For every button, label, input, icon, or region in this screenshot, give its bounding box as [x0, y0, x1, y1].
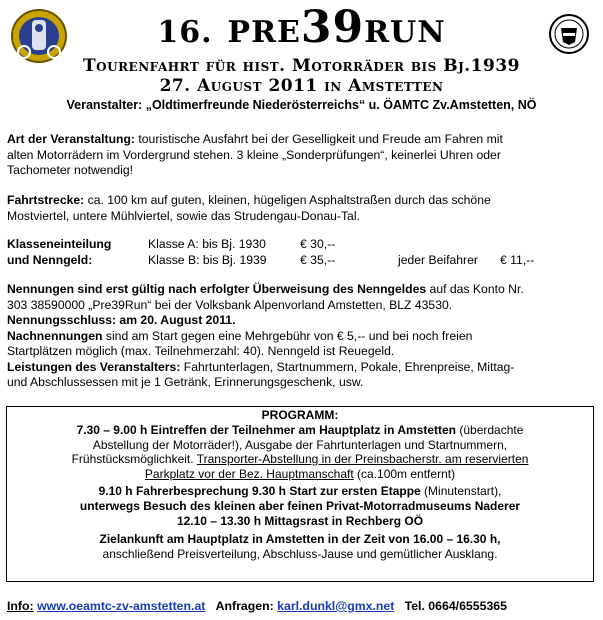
art-line-2: alten Motorrädern im Vordergrund stehen. 3 kleine „Sonderprüfungen“, keinerlei Uhren oder: [7, 147, 501, 162]
programm-line-6: unterwegs Besuch des kleinen aber feinen Privat-Motorradmuseums Naderer: [79, 499, 521, 513]
beifahrer-label: jeder Beifahrer: [398, 252, 478, 267]
event-date: 27. August 2011 in Amstetten: [159, 76, 444, 96]
strecke-line-1: Fahrtstrecke: ca. 100 km auf guten, kleinen, hügeligen Asphaltstraßen durch das schöne: [7, 193, 491, 207]
leistungen-line-2: und Abschlussessen mit je 1 Getränk, Erinnerungsgeschenk, usw.: [7, 375, 364, 389]
programm-line-4: Parkplatz vor der Bez. Hauptmanschaft (ca.100m entfernt): [144, 466, 456, 481]
website-link[interactable]: www.oeamtc-zv-amstetten.at: [37, 599, 206, 613]
phone-number: Tel. 0664/6555365: [404, 599, 507, 613]
programm-line-7: 12.10 – 13.30 h Mittagsrast in Rechberg OÖ: [176, 514, 424, 528]
page-title: 16. PRE39RUN: [157, 2, 446, 53]
programm-box: [6, 406, 594, 582]
nachnennung-line-2: Startplätzen möglich (max. Teilnehmerzahl: 40). Nenngeld ist Reuegeld.: [7, 344, 395, 358]
programm-line-2: Abstellung der Motorräder!), Ausgabe der Fahrtunterlagen und Startnummern,: [92, 437, 508, 452]
klassen-label-2: und Nenngeld:: [7, 252, 93, 267]
art-line-1: Art der Veranstaltung: touristische Ausfahrt bei der Geselligkeit und Freude am Fahren mit: [7, 132, 503, 146]
klasse-a: Klasse A: bis Bj. 1930: [148, 237, 266, 251]
art-line-3: Tachometer notwendig!: [7, 163, 134, 177]
event-subtitle: Tourenfahrt für hist. Motorräder bis Bj.1939: [83, 56, 520, 76]
programm-line-8: Zielankunft am Hauptplatz in Amstetten in der Zeit von 16.00 – 16.30 h,: [99, 532, 501, 546]
klasse-b-price: € 35,--: [300, 252, 336, 267]
programm-line-9: anschließend Preisverteilung, Abschluss-Jause und gemütlicher Ausklang.: [102, 547, 498, 561]
event-organizer: Veranstalter: „Oldtimerfreunde Niederösterreichs“ u. ÖAMTC Zv.Amstetten, NÖ: [66, 98, 537, 112]
programm-line-1: 7.30 – 9.00 h Eintreffen der Teilnehmer am Hauptplatz in Amstetten (überdachte: [76, 423, 524, 437]
nachnennung-line-1: Nachnennungen sind am Start gegen eine Mehrgebühr von € 5,-- und bei noch freien: [7, 328, 473, 343]
nennung-line-1: Nennungen sind erst gültig nach erfolgter Überweisung des Nenngeldes auf das Konto Nr.: [7, 282, 524, 296]
leistungen-line-1: Leistungen des Veranstalters: Fahrtunterlagen, Startnummern, Pokale, Ehrenpreise, Mittag-: [7, 359, 515, 374]
programm-line-5: 9.10 h Fahrerbesprechung 9.30 h Start zur ersten Etappe (Minutenstart),: [98, 484, 502, 498]
klassen-label-1: Klasseneinteilung: [7, 237, 112, 251]
anfragen-label: Anfragen:: [215, 599, 274, 613]
beifahrer-price: € 11,--: [500, 252, 535, 267]
email-link[interactable]: karl.dunkl@gmx.net: [277, 599, 395, 613]
programm-heading: PROGRAMM:: [261, 408, 339, 422]
info-label: Info:: [7, 599, 34, 613]
strecke-line-2: Mostviertel, untere Mühlviertel, sowie das Strudengau-Donau-Tal.: [7, 208, 360, 223]
nennungsschluss: Nennungsschluss: am 20. August 2011.: [7, 313, 236, 327]
programm-line-3: Frühstücksmöglichkeit. Transporter-Abstellung in der Preinsbacherstr. am reservierten: [71, 452, 529, 466]
klasse-a-price: € 30,--: [300, 237, 336, 251]
nennung-line-2: 303 38590000 „Pre39Run“ bei der Volksbank Alpenvorland Amstetten, BLZ 43530.: [7, 297, 453, 312]
klasse-b: Klasse B: bis Bj. 1939: [148, 252, 267, 267]
footer-contact: [7, 598, 599, 614]
